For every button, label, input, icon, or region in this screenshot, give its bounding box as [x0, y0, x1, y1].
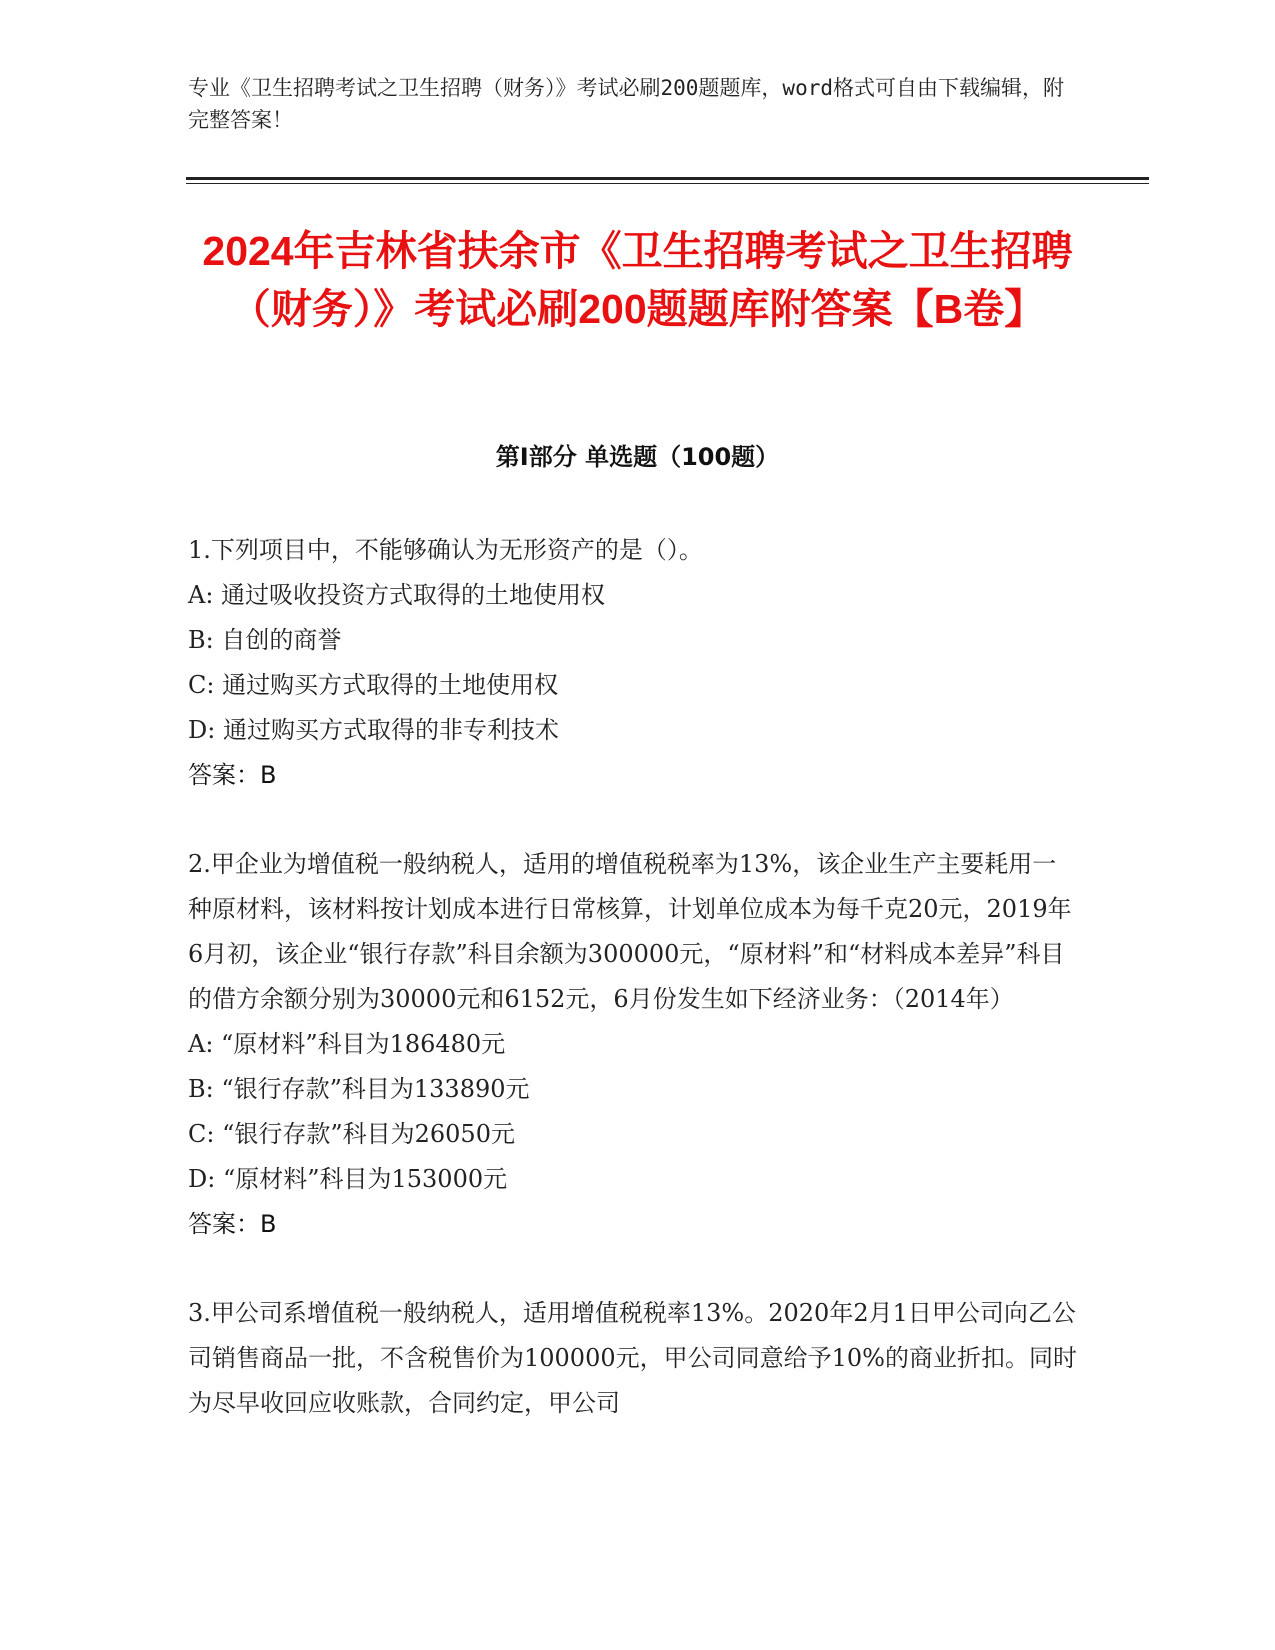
question-stem: 3.甲公司系增值税一般纳税人，适用增值税税率13%。2020年2月1日甲公司向乙公司销售商品一批，不含税售价为100000元，甲公司同意给予10%的商业折扣。同时为尽早收回应收账款，合同约定，甲公司	[188, 1299, 1077, 1417]
option-d: D: 通过购买方式取得的非专利技术	[188, 716, 559, 744]
option-d: D: “原材料”科目为153000元	[188, 1165, 508, 1193]
question-list	[188, 528, 1078, 1470]
question-stem: 1.下列项目中，不能够确认为无形资产的是（）。	[188, 536, 703, 564]
option-b: B: “银行存款”科目为133890元	[188, 1075, 530, 1103]
document-title: 2024年吉林省扶余市《卫生招聘考试之卫生招聘（财务）》考试必刷200题题库附答案【B卷】	[202, 228, 1073, 332]
header-divider	[186, 177, 1149, 180]
option-b: B: 自创的商誉	[188, 626, 342, 654]
header-note: 专业《卫生招聘考试之卫生招聘（财务）》考试必刷200题题库，word格式可自由下载编辑，附完整答案！	[188, 76, 1064, 132]
question-stem: 2.甲企业为增值税一般纳税人，适用的增值税税率为13%，该企业生产主要耗用一种原材料，该材料按计划成本进行日常核算，计划单位成本为每千克20元，2019年6月初，该企业“银行存款”科目余额为300000元，“原材料”和“材料成本差异”科目的借方余额分别为30000元和6152元，6月份发生如下经济业务：（2014年）	[188, 850, 1072, 1013]
question-2	[188, 842, 1078, 1247]
option-a: A: 通过吸收投资方式取得的土地使用权	[188, 581, 606, 609]
question-3	[188, 1291, 1078, 1426]
section-heading: 第Ⅰ部分 单选题（100题）	[495, 443, 780, 471]
answer-text: 答案：B	[188, 761, 277, 789]
question-1	[188, 528, 1078, 798]
option-c: C: “银行存款”科目为26050元	[188, 1120, 515, 1148]
header-divider-thin	[186, 183, 1149, 184]
option-a: A: “原材料”科目为186480元	[188, 1030, 506, 1058]
option-c: C: 通过购买方式取得的土地使用权	[188, 671, 559, 699]
answer-text: 答案：B	[188, 1210, 277, 1238]
